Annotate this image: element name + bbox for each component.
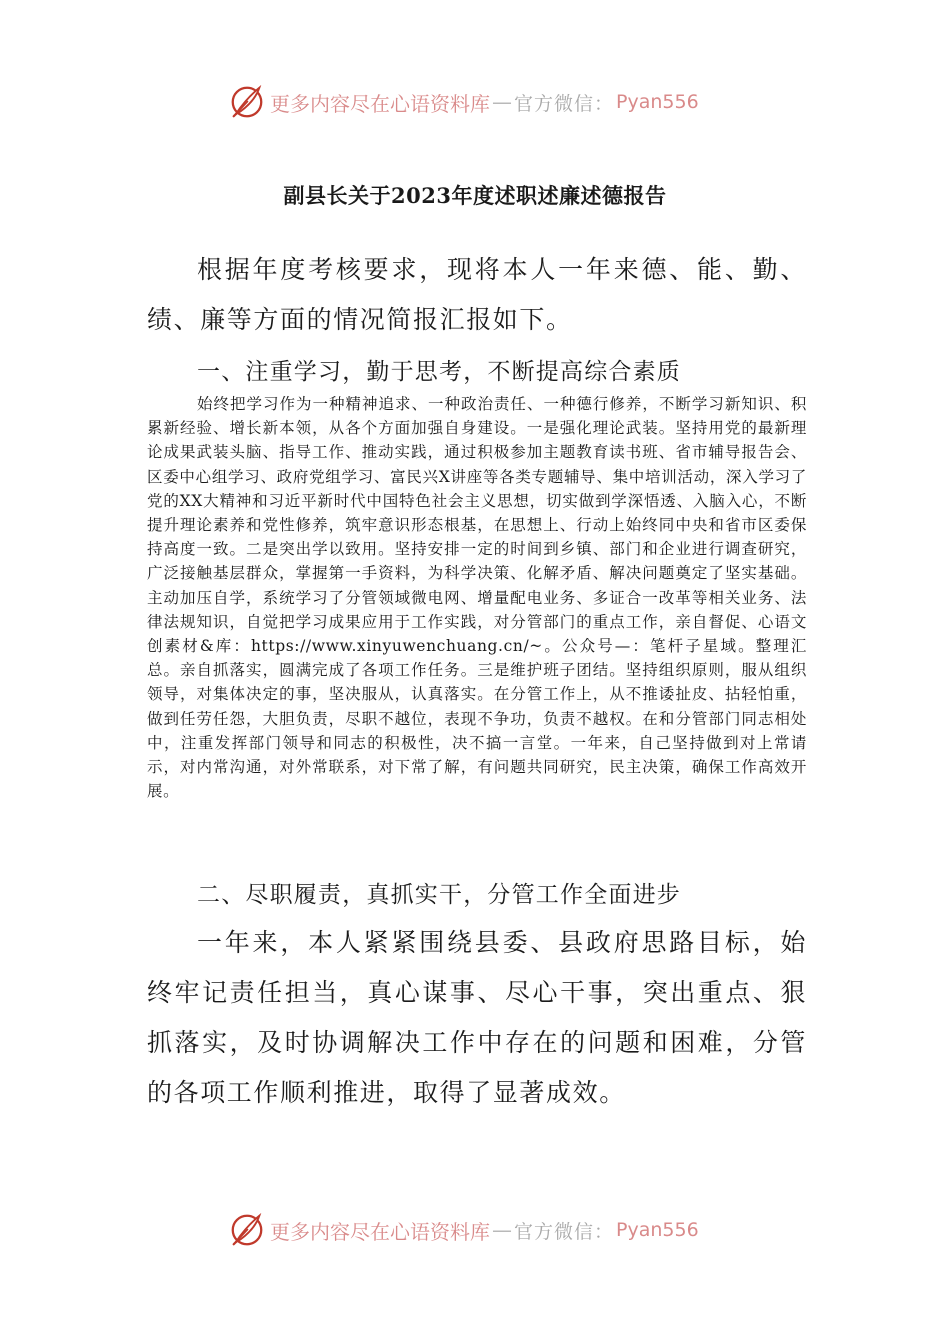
section-body-paragraph: 一年来，本人紧紧围绕县委、县政府思路目标，始终牢记责任担当，真心谋事、尽心干事，突出重点、狠抓落实，及时协调解决工作中存在的问题和困难，分管的各项工作顺利推进，取得了显著成效。	[147, 928, 807, 1107]
banner-main-text: 更多内容尽在心语资料库	[270, 1219, 490, 1244]
banner-wechat-id: Pyan556	[616, 1219, 699, 1241]
quill-logo-icon	[228, 1211, 266, 1249]
footer-watermark-banner	[228, 1210, 748, 1250]
document-title: 副县长关于2023年度述职述廉述德报告	[283, 183, 667, 208]
header-watermark-banner	[228, 82, 748, 122]
quill-logo-icon	[228, 83, 266, 121]
banner-separator: —	[492, 90, 512, 114]
intro-paragraph: 根据年度考核要求，现将本人一年来德、能、勤、绩、廉等方面的情况简报汇报如下。	[147, 255, 807, 334]
banner-wechat-label: 官方微信：	[514, 1220, 615, 1243]
section-heading: 二、尽职履责，真抓实干，分管工作全面进步	[197, 882, 681, 908]
banner-wechat-label: 官方微信：	[514, 92, 615, 115]
section-heading: 一、注重学习，勤于思考，不断提高综合素质	[197, 359, 681, 385]
banner-wechat-id: Pyan556	[616, 91, 699, 113]
section-body-paragraph: 始终把学习作为一种精神追求、一种政治责任、一种德行修养，不断学习新知识、积累新经验、增长新本领，从各个方面加强自身建设。一是强化理论武装。坚持用党的最新理论成果武装头脑、指导工作、推动实践，通过积极参加主题教育读书班、省市辅导报告会、区委中心组学习、政府党组学习、富民兴X讲座等各类专题辅导、集中培训活动，深入学习了党的XX大精神和习近平新时代中国特色社会主义思想，切实做到学深悟透、入脑入心，不断提升理论素养和党性修养，筑牢意识形态根基，在思想上、行动上始终同中央和省市区委保持高度一致。二是突出学以致用。坚持安排一定的时间到乡镇、部门和企业进行调查研究，广泛接触基层群众，掌握第一手资料，为科学决策、化解矛盾、解决问题奠定了坚实基础。主动加压自学，系统学习了分管领域微电网、增量配电业务、多证合一改革等相关业务、法律法规知识，自觉把学习成果应用于工作实践，对分管部门的重点工作，亲自督促、心语文创素材&库：https://www.xinyuwenchuang.cn/~。公众号—：笔杆子星域。整理汇总。亲自抓落实，圆满完成了各项工作任务。三是维护班子团结。坚持组织原则，服从组织领导，对集体决定的事，坚决服从，认真落实。在分管工作上，从不推诿扯皮、拈轻怕重，做到任劳任怨，大胆负责，尽职不越位，表现不争功，负责不越权。在和分管部门同志相处中，注重发挥部门领导和同志的积极性，决不搞一言堂。一年来，自己坚持做到对上常请示，对内常沟通，对外常联系，对下常了解，有问题共同研究，民主决策，确保工作高效开展。	[147, 395, 807, 801]
banner-separator: —	[492, 1218, 512, 1242]
banner-main-text: 更多内容尽在心语资料库	[270, 91, 490, 116]
